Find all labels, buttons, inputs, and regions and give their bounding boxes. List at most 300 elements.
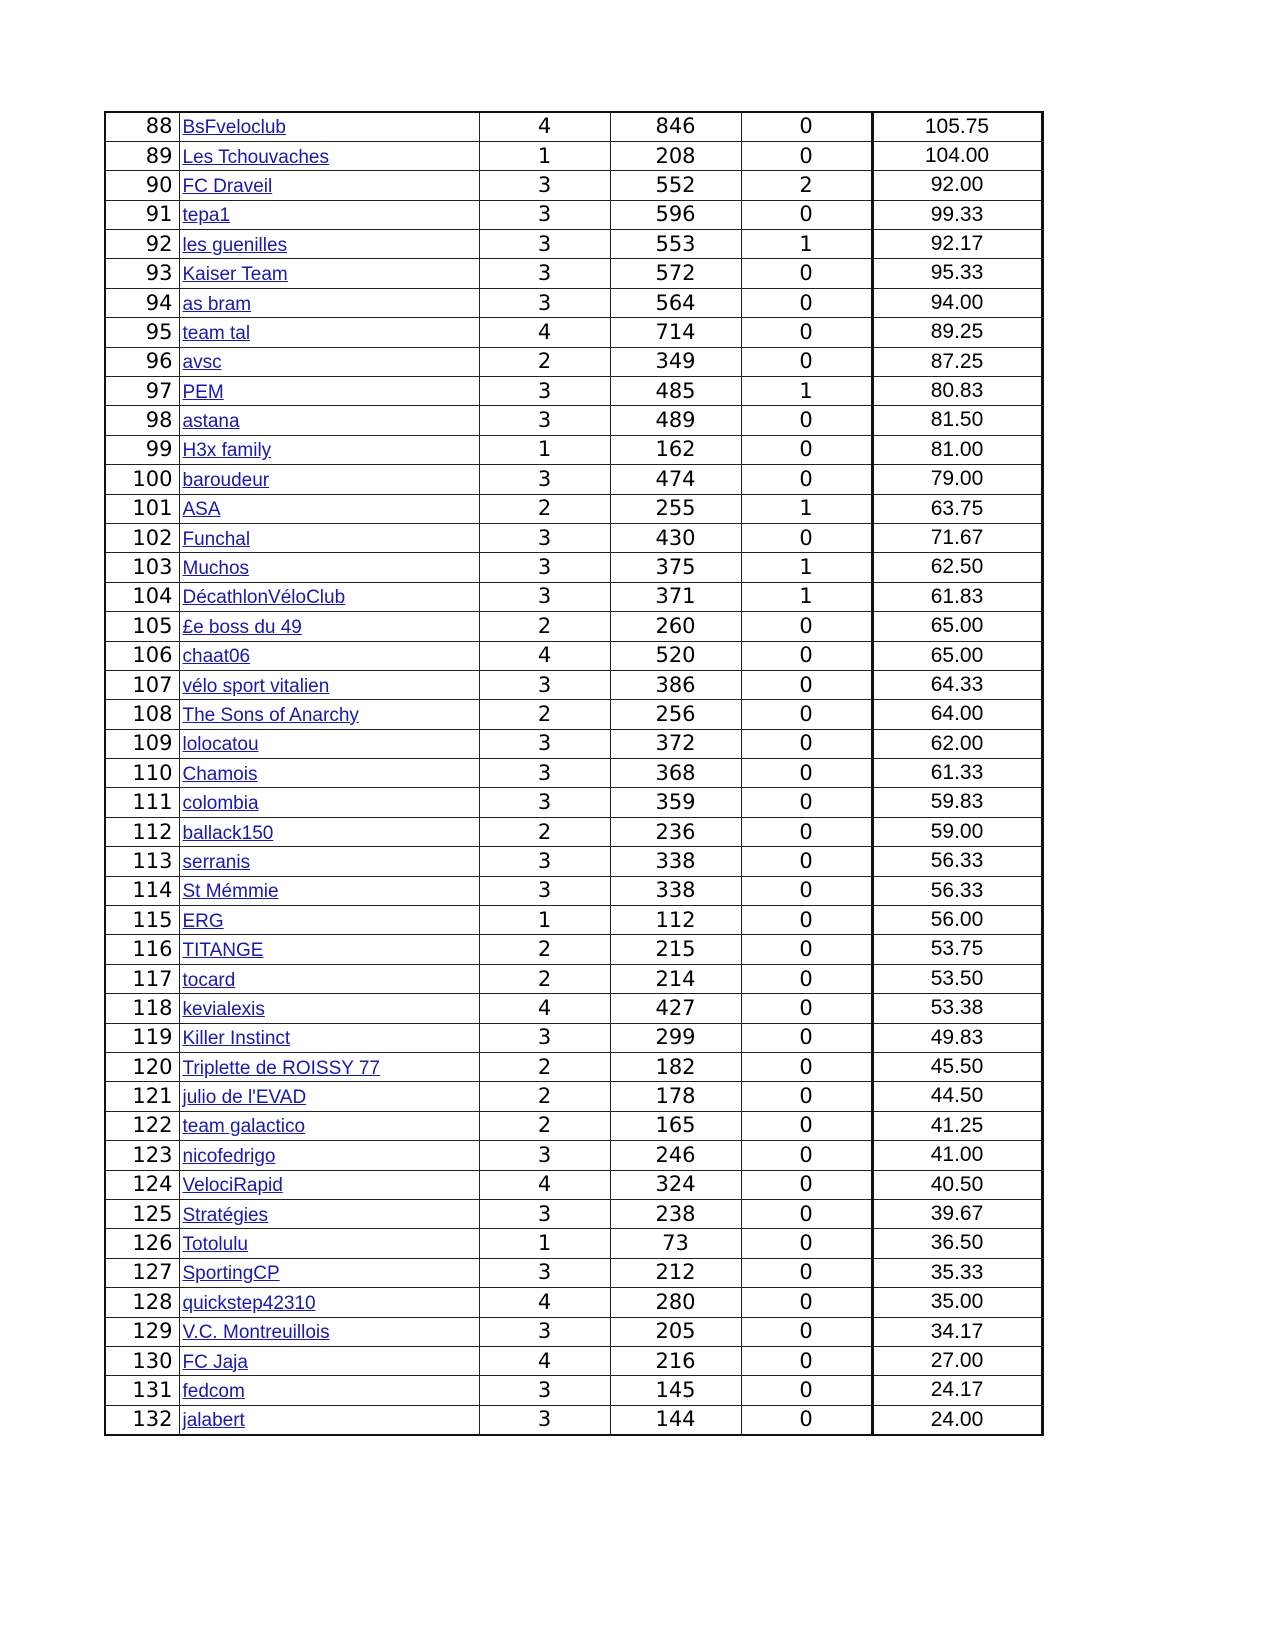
column-b-cell: 375 (610, 553, 741, 582)
table-row (105, 612, 1042, 641)
column-a-cell: 4 (479, 1288, 610, 1317)
average-cell: 95.33 (872, 259, 1042, 288)
column-a-cell: 3 (479, 523, 610, 552)
team-link[interactable]: julio de l'EVAD (182, 1087, 307, 1109)
team-name-cell (179, 700, 479, 729)
column-c-cell: 0 (741, 141, 872, 170)
column-b-cell: 427 (610, 994, 741, 1023)
column-c-cell: 0 (741, 612, 872, 641)
team-link[interactable]: Stratégies (182, 1204, 269, 1226)
average-cell: 35.33 (872, 1258, 1042, 1287)
team-name-cell (179, 1405, 479, 1434)
team-name-cell (179, 465, 479, 494)
rank-cell: 97 (105, 377, 179, 406)
table-row (105, 876, 1042, 905)
team-link[interactable]: Chamois (182, 763, 258, 785)
rank-cell: 132 (105, 1405, 179, 1434)
column-c-cell: 0 (741, 1288, 872, 1317)
column-b-cell: 564 (610, 288, 741, 317)
column-b-cell: 489 (610, 406, 741, 435)
average-cell: 99.33 (872, 200, 1042, 229)
table-row (105, 141, 1042, 170)
team-link[interactable]: colombia (182, 793, 259, 815)
rank-cell: 98 (105, 406, 179, 435)
team-link[interactable]: BsFveloclub (182, 117, 286, 139)
column-a-cell: 3 (479, 406, 610, 435)
average-cell: 64.33 (872, 670, 1042, 699)
table-row (105, 670, 1042, 699)
column-b-cell: 430 (610, 523, 741, 552)
team-link[interactable]: ERG (182, 910, 224, 932)
team-link[interactable]: serranis (182, 851, 251, 873)
column-a-cell: 3 (479, 1199, 610, 1228)
rank-cell: 96 (105, 347, 179, 376)
column-a-cell: 3 (479, 582, 610, 611)
column-c-cell: 0 (741, 700, 872, 729)
average-cell: 41.25 (872, 1111, 1042, 1140)
table-row (105, 964, 1042, 993)
table-row (105, 1199, 1042, 1228)
column-a-cell: 3 (479, 230, 610, 259)
team-link[interactable]: Muchos (182, 558, 250, 580)
column-a-cell: 2 (479, 964, 610, 993)
team-name-cell (179, 817, 479, 846)
team-link[interactable]: V.C. Montreuillois (182, 1322, 330, 1344)
column-a-cell: 1 (479, 141, 610, 170)
average-cell: 89.25 (872, 318, 1042, 347)
team-link[interactable]: lolocatou (182, 734, 259, 756)
average-cell: 94.00 (872, 288, 1042, 317)
rank-cell: 92 (105, 230, 179, 259)
column-b-cell: 371 (610, 582, 741, 611)
table-row (105, 906, 1042, 935)
column-b-cell: 215 (610, 935, 741, 964)
column-c-cell: 0 (741, 347, 872, 376)
team-name-cell (179, 729, 479, 758)
column-c-cell: 0 (741, 817, 872, 846)
column-c-cell: 2 (741, 171, 872, 200)
team-link[interactable]: fedcom (182, 1380, 245, 1402)
column-a-cell: 3 (479, 1023, 610, 1052)
column-c-cell: 0 (741, 1111, 872, 1140)
team-link[interactable]: Kaiser Team (182, 264, 288, 286)
column-a-cell: 2 (479, 1111, 610, 1140)
average-cell: 104.00 (872, 141, 1042, 170)
table-row (105, 1053, 1042, 1082)
rank-cell: 109 (105, 729, 179, 758)
rank-cell: 89 (105, 141, 179, 170)
table-row (105, 377, 1042, 406)
average-cell: 56.33 (872, 876, 1042, 905)
column-a-cell: 3 (479, 1317, 610, 1346)
rank-cell: 113 (105, 847, 179, 876)
team-name-cell (179, 1082, 479, 1111)
average-cell: 81.00 (872, 435, 1042, 464)
team-link[interactable]: £e boss du 49 (182, 616, 302, 638)
team-link[interactable]: team galactico (182, 1116, 306, 1138)
average-cell: 63.75 (872, 494, 1042, 523)
column-c-cell: 0 (741, 1199, 872, 1228)
team-link[interactable]: nicofedrigo (182, 1145, 276, 1167)
column-c-cell: 0 (741, 1170, 872, 1199)
rank-cell: 105 (105, 612, 179, 641)
team-name-cell (179, 1229, 479, 1258)
rank-cell: 120 (105, 1053, 179, 1082)
column-b-cell: 255 (610, 494, 741, 523)
average-cell: 59.00 (872, 817, 1042, 846)
team-link[interactable]: FC Jaja (182, 1351, 248, 1373)
average-cell: 81.50 (872, 406, 1042, 435)
column-b-cell: 338 (610, 876, 741, 905)
team-link[interactable]: Totolulu (182, 1234, 248, 1256)
column-a-cell: 2 (479, 700, 610, 729)
table-row (105, 1141, 1042, 1170)
table-row (105, 729, 1042, 758)
table-row (105, 200, 1042, 229)
column-c-cell: 0 (741, 1317, 872, 1346)
table-row (105, 1405, 1042, 1434)
rank-cell: 119 (105, 1023, 179, 1052)
table-row (105, 1288, 1042, 1317)
column-c-cell: 0 (741, 670, 872, 699)
team-link[interactable]: chaat06 (182, 646, 251, 668)
column-c-cell: 1 (741, 553, 872, 582)
column-c-cell: 0 (741, 1346, 872, 1375)
column-a-cell: 3 (479, 1376, 610, 1405)
team-link[interactable]: ballack150 (182, 822, 274, 844)
average-cell: 65.00 (872, 612, 1042, 641)
column-c-cell: 0 (741, 876, 872, 905)
team-name-cell (179, 112, 479, 141)
average-cell: 79.00 (872, 465, 1042, 494)
table-row (105, 112, 1042, 141)
rank-cell: 129 (105, 1317, 179, 1346)
team-name-cell (179, 788, 479, 817)
column-c-cell: 1 (741, 582, 872, 611)
table-row (105, 347, 1042, 376)
average-cell: 105.75 (872, 112, 1042, 141)
rank-cell: 90 (105, 171, 179, 200)
column-c-cell: 0 (741, 964, 872, 993)
column-c-cell: 0 (741, 994, 872, 1023)
average-cell: 41.00 (872, 1141, 1042, 1170)
column-b-cell: 144 (610, 1405, 741, 1434)
column-a-cell: 2 (479, 494, 610, 523)
column-b-cell: 145 (610, 1376, 741, 1405)
average-cell: 56.33 (872, 847, 1042, 876)
column-a-cell: 3 (479, 788, 610, 817)
team-link[interactable]: vélo sport vitalien (182, 675, 330, 697)
rank-cell: 101 (105, 494, 179, 523)
column-a-cell: 4 (479, 1170, 610, 1199)
column-b-cell: 846 (610, 112, 741, 141)
table-row (105, 847, 1042, 876)
column-a-cell: 2 (479, 817, 610, 846)
column-b-cell: 485 (610, 377, 741, 406)
team-name-cell (179, 318, 479, 347)
column-b-cell: 112 (610, 906, 741, 935)
column-b-cell: 216 (610, 1346, 741, 1375)
average-cell: 92.00 (872, 171, 1042, 200)
column-c-cell: 0 (741, 847, 872, 876)
team-name-cell (179, 641, 479, 670)
team-name-cell (179, 612, 479, 641)
column-c-cell: 0 (741, 465, 872, 494)
column-b-cell: 368 (610, 759, 741, 788)
team-link[interactable]: quickstep42310 (182, 1292, 316, 1314)
column-b-cell: 208 (610, 141, 741, 170)
table-row (105, 1023, 1042, 1052)
column-c-cell: 0 (741, 1258, 872, 1287)
rank-cell: 95 (105, 318, 179, 347)
column-a-cell: 3 (479, 1258, 610, 1287)
team-link[interactable]: Funchal (182, 528, 251, 550)
team-name-cell (179, 1288, 479, 1317)
team-link[interactable]: as bram (182, 293, 252, 315)
average-cell: 53.50 (872, 964, 1042, 993)
team-link[interactable]: St Mémmie (182, 881, 279, 903)
team-link[interactable]: astana (182, 411, 240, 433)
column-a-cell: 2 (479, 347, 610, 376)
rank-cell: 124 (105, 1170, 179, 1199)
column-a-cell: 2 (479, 935, 610, 964)
average-cell: 71.67 (872, 523, 1042, 552)
rank-cell: 125 (105, 1199, 179, 1228)
column-c-cell: 0 (741, 523, 872, 552)
average-cell: 59.83 (872, 788, 1042, 817)
team-name-cell (179, 847, 479, 876)
team-name-cell (179, 377, 479, 406)
table-row (105, 523, 1042, 552)
team-link[interactable]: Killer Instinct (182, 1028, 291, 1050)
table-row (105, 230, 1042, 259)
team-name-cell (179, 906, 479, 935)
average-cell: 65.00 (872, 641, 1042, 670)
column-b-cell: 236 (610, 817, 741, 846)
rank-cell: 121 (105, 1082, 179, 1111)
team-name-cell (179, 994, 479, 1023)
column-b-cell: 596 (610, 200, 741, 229)
team-link[interactable]: baroudeur (182, 469, 270, 491)
column-a-cell: 3 (479, 759, 610, 788)
team-link[interactable]: kevialexis (182, 998, 265, 1020)
rank-cell: 116 (105, 935, 179, 964)
column-b-cell: 372 (610, 729, 741, 758)
column-a-cell: 4 (479, 1346, 610, 1375)
team-name-cell (179, 230, 479, 259)
column-b-cell: 238 (610, 1199, 741, 1228)
column-b-cell: 260 (610, 612, 741, 641)
team-link[interactable]: SportingCP (182, 1263, 280, 1285)
column-c-cell: 0 (741, 1053, 872, 1082)
column-a-cell: 2 (479, 1082, 610, 1111)
column-a-cell: 4 (479, 112, 610, 141)
rank-cell: 104 (105, 582, 179, 611)
column-a-cell: 3 (479, 171, 610, 200)
column-c-cell: 1 (741, 494, 872, 523)
team-link[interactable]: VelociRapid (182, 1175, 283, 1197)
team-link[interactable]: Triplette de ROISSY 77 (182, 1057, 380, 1079)
team-name-cell (179, 523, 479, 552)
table-row (105, 1376, 1042, 1405)
team-name-cell (179, 406, 479, 435)
column-a-cell: 3 (479, 377, 610, 406)
team-name-cell (179, 171, 479, 200)
column-a-cell: 3 (479, 465, 610, 494)
column-c-cell: 0 (741, 200, 872, 229)
rank-cell: 115 (105, 906, 179, 935)
column-a-cell: 2 (479, 1053, 610, 1082)
column-a-cell: 3 (479, 1405, 610, 1434)
rank-cell: 127 (105, 1258, 179, 1287)
team-link[interactable]: DécathlonVéloClub (182, 587, 346, 609)
average-cell: 24.00 (872, 1405, 1042, 1434)
column-c-cell: 0 (741, 935, 872, 964)
average-cell: 62.00 (872, 729, 1042, 758)
column-b-cell: 205 (610, 1317, 741, 1346)
team-link[interactable]: ASA (182, 499, 221, 521)
team-link[interactable]: tocard (182, 969, 236, 991)
team-name-cell (179, 582, 479, 611)
ranking-table-body (105, 112, 1042, 1435)
column-a-cell: 1 (479, 906, 610, 935)
team-name-cell (179, 1141, 479, 1170)
column-b-cell: 553 (610, 230, 741, 259)
rank-cell: 110 (105, 759, 179, 788)
column-c-cell: 1 (741, 377, 872, 406)
team-link[interactable]: FC Draveil (182, 175, 273, 197)
table-row (105, 494, 1042, 523)
team-name-cell (179, 759, 479, 788)
table-row (105, 259, 1042, 288)
team-name-cell (179, 1023, 479, 1052)
rank-cell: 91 (105, 200, 179, 229)
column-c-cell: 0 (741, 906, 872, 935)
team-link[interactable]: tepa1 (182, 205, 231, 227)
rank-cell: 94 (105, 288, 179, 317)
column-b-cell: 324 (610, 1170, 741, 1199)
table-row (105, 700, 1042, 729)
table-row (105, 1346, 1042, 1375)
rank-cell: 130 (105, 1346, 179, 1375)
average-cell: 56.00 (872, 906, 1042, 935)
team-link[interactable]: les guenilles (182, 234, 288, 256)
average-cell: 80.83 (872, 377, 1042, 406)
average-cell: 24.17 (872, 1376, 1042, 1405)
column-c-cell: 0 (741, 288, 872, 317)
column-c-cell: 0 (741, 641, 872, 670)
team-name-cell (179, 288, 479, 317)
column-c-cell: 0 (741, 729, 872, 758)
column-a-cell: 4 (479, 994, 610, 1023)
average-cell: 62.50 (872, 553, 1042, 582)
team-link[interactable]: H3x family (182, 440, 272, 462)
rank-cell: 88 (105, 112, 179, 141)
table-row (105, 406, 1042, 435)
column-c-cell: 0 (741, 1405, 872, 1434)
column-b-cell: 178 (610, 1082, 741, 1111)
average-cell: 53.38 (872, 994, 1042, 1023)
rank-cell: 102 (105, 523, 179, 552)
team-name-cell (179, 494, 479, 523)
column-a-cell: 4 (479, 318, 610, 347)
team-link[interactable]: team tal (182, 322, 251, 344)
team-name-cell (179, 553, 479, 582)
column-b-cell: 474 (610, 465, 741, 494)
team-link[interactable]: The Sons of Anarchy (182, 705, 359, 726)
column-c-cell: 0 (741, 1141, 872, 1170)
column-a-cell: 3 (479, 670, 610, 699)
column-a-cell: 3 (479, 729, 610, 758)
column-a-cell: 3 (479, 876, 610, 905)
table-row (105, 1317, 1042, 1346)
average-cell: 34.17 (872, 1317, 1042, 1346)
table-row (105, 553, 1042, 582)
column-b-cell: 212 (610, 1258, 741, 1287)
column-a-cell: 3 (479, 200, 610, 229)
column-b-cell: 165 (610, 1111, 741, 1140)
column-b-cell: 714 (610, 318, 741, 347)
column-a-cell: 3 (479, 288, 610, 317)
rank-cell: 93 (105, 259, 179, 288)
table-row (105, 435, 1042, 464)
team-link[interactable]: TITANGE (182, 940, 264, 962)
column-b-cell: 162 (610, 435, 741, 464)
team-link[interactable]: PEM (182, 381, 224, 403)
team-name-cell (179, 200, 479, 229)
team-name-cell (179, 1170, 479, 1199)
rank-cell: 131 (105, 1376, 179, 1405)
team-name-cell (179, 935, 479, 964)
column-c-cell: 0 (741, 1082, 872, 1111)
team-link[interactable]: jalabert (182, 1410, 245, 1432)
average-cell: 49.83 (872, 1023, 1042, 1052)
rank-cell: 117 (105, 964, 179, 993)
team-name-cell (179, 1376, 479, 1405)
rank-cell: 108 (105, 700, 179, 729)
average-cell: 61.33 (872, 759, 1042, 788)
column-b-cell: 338 (610, 847, 741, 876)
team-name-cell (179, 1111, 479, 1140)
column-a-cell: 4 (479, 641, 610, 670)
rank-cell: 111 (105, 788, 179, 817)
column-a-cell: 1 (479, 1229, 610, 1258)
column-b-cell: 572 (610, 259, 741, 288)
column-b-cell: 386 (610, 670, 741, 699)
team-name-cell (179, 141, 479, 170)
rank-cell: 112 (105, 817, 179, 846)
column-a-cell: 2 (479, 612, 610, 641)
team-link[interactable]: Les Tchouvaches (182, 146, 329, 168)
column-b-cell: 520 (610, 641, 741, 670)
column-a-cell: 3 (479, 847, 610, 876)
table-row (105, 1111, 1042, 1140)
rank-cell: 100 (105, 465, 179, 494)
ranking-table (104, 111, 1044, 1436)
rank-cell: 114 (105, 876, 179, 905)
column-b-cell: 359 (610, 788, 741, 817)
average-cell: 35.00 (872, 1288, 1042, 1317)
rank-cell: 99 (105, 435, 179, 464)
rank-cell: 122 (105, 1111, 179, 1140)
column-b-cell: 182 (610, 1053, 741, 1082)
average-cell: 92.17 (872, 230, 1042, 259)
table-row (105, 318, 1042, 347)
team-link[interactable]: avsc (182, 352, 222, 374)
table-row (105, 288, 1042, 317)
rank-cell: 107 (105, 670, 179, 699)
rank-cell: 123 (105, 1141, 179, 1170)
